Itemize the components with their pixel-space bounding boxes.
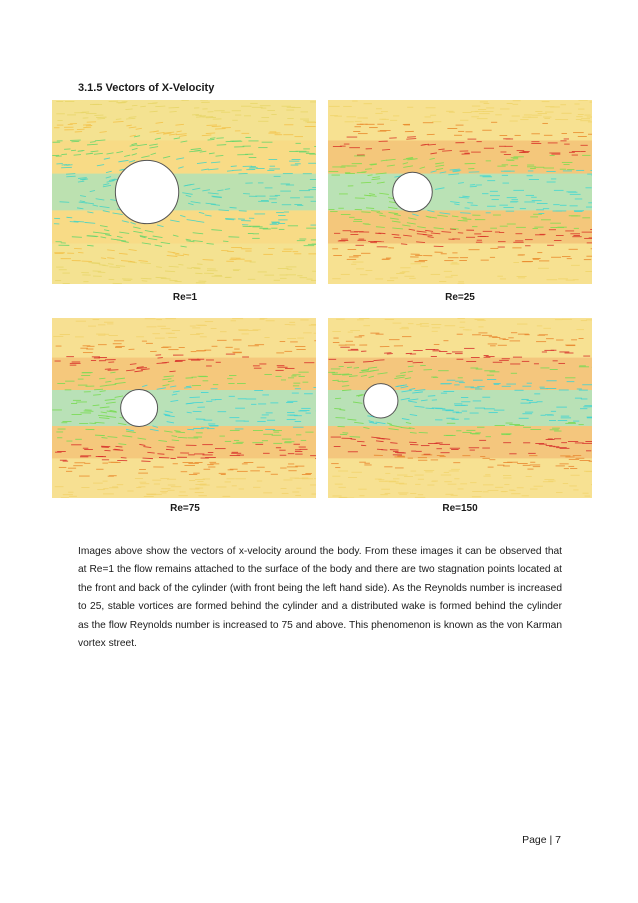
vector-field-plot xyxy=(52,100,316,284)
figure-caption-re-150: Re=150 xyxy=(442,503,478,514)
vector-field-plot xyxy=(328,318,592,498)
body-paragraph: Images above show the vectors of x-velocity around the body. From these images it can be observed that at Re=1 the flow remains attached to the surface of the body and there are two stagnation points located at the front and back of the cylinder (with front being the left hand side). As the Reynolds number is increased to 25, stable vortices are formed behind the cylinder and a distributed wake is formed behind the cylinder as the flow Reynolds number is increased to 75 and above. This phenomenon is known as the von Karman vortex street. xyxy=(78,546,562,650)
figure-re-1 xyxy=(52,100,316,284)
figure-re-75 xyxy=(52,318,316,498)
figure-caption-re-1: Re=1 xyxy=(172,292,198,303)
figure-caption-re-25: Re=25 xyxy=(445,292,475,303)
figure-re-25 xyxy=(328,100,592,284)
figure-caption-re-75: Re=75 xyxy=(170,503,200,514)
page-number: Page | 7 xyxy=(522,834,561,846)
vector-field-plot xyxy=(328,100,592,284)
section-heading: 3.1.5 Vectors of X-Velocity xyxy=(78,82,215,94)
vector-field-plot xyxy=(52,318,316,498)
figure-re-150 xyxy=(328,318,592,498)
